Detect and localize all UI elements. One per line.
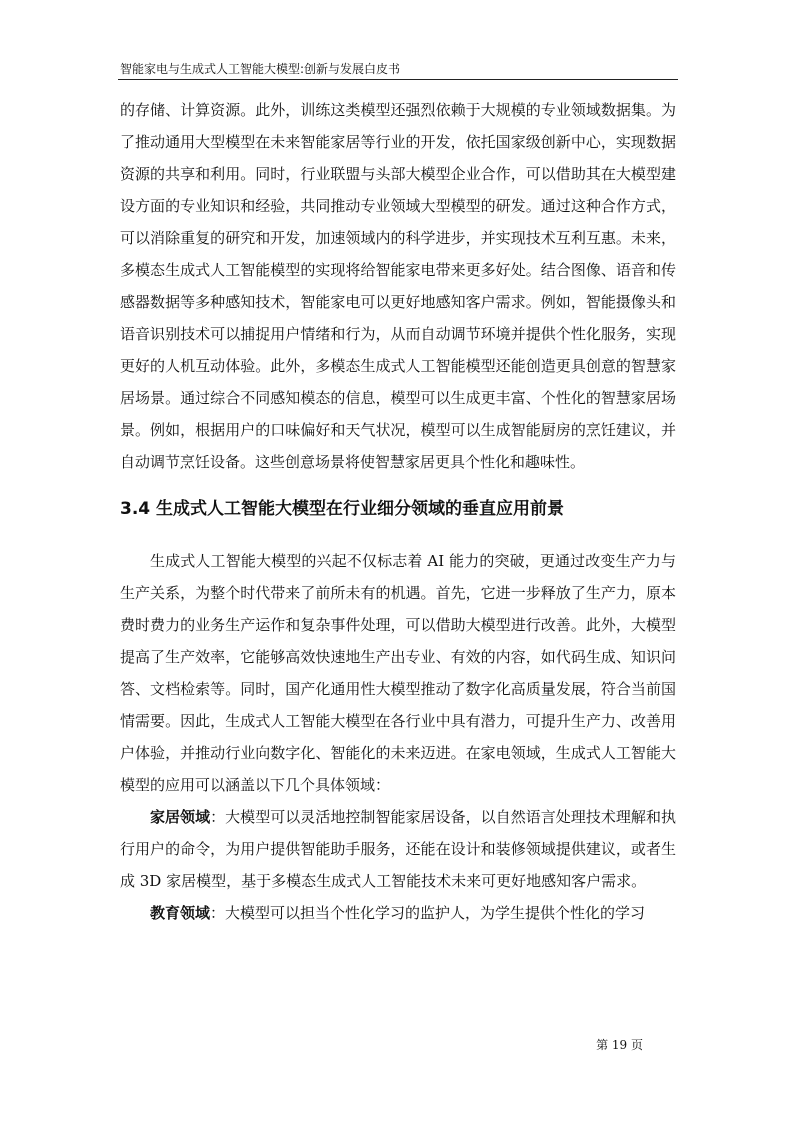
home-domain-text: ：大模型可以灵活地控制智能家居设备，以自然语言处理技术理解和执行用户的命令，为用户提供智能助手服务，还能在设计和装修领域提供建议，或者生成 3D 家居模型，基于多模态生成式人工智能技术未来可更好地感知客户需求。: [120, 808, 676, 890]
body-paragraph-2: 生成式人工智能大模型的兴起不仅标志着 AI 能力的突破，更通过改变生产力与生产关系，为整个时代带来了前所未有的机遇。首先，它进一步释放了生产力，原本费时费力的业务生产运作和复杂事件处理，可以借助大模型进行改善。此外，大模型提高了生产效率，它能够高效快速地生产出专业、有效的内容，如代码生成、知识问答、文档检索等。同时，国产化通用性大模型推动了数字化高质量发展，符合当前国情需要。因此，生成式人工智能大模型在各行业中具有潜力，可提升生产力、改善用户体验，并推动行业向数字化、智能化的未来迈进。在家电领域，生成式人工智能大模型的应用可以涵盖以下几个具体领域：: [120, 552, 676, 794]
term-education-domain: 教育领域: [150, 904, 211, 922]
header-divider: [118, 79, 678, 80]
running-header: 智能家电与生成式人工智能大模型:创新与发展白皮书: [120, 62, 401, 76]
term-home-domain: 家居领域: [150, 808, 211, 826]
body-paragraph-1: 的存储、计算资源。此外，训练这类模型还强烈依赖于大规模的专业领域数据集。为了推动通用大型模型在未来智能家居等行业的开发，依托国家级创新中心，实现数据资源的共享和利用。同时，行业联盟与头部大模型企业合作，可以借助其在大模型建设方面的专业知识和经验，共同推动专业领域大型模型的研发。通过这种合作方式，可以消除重复的研究和开发，加速领域内的科学进步，并实现技术互利互惠。未来，多模态生成式人工智能模型的实现将给智能家电带来更多好处。结合图像、语音和传感器数据等多种感知技术，智能家电可以更好地感知客户需求。例如，智能摄像头和语音识别技术可以捕捉用户情绪和行为，从而自动调节环境并提供个性化服务，实现更好的人机互动体验。此外，多模态生成式人工智能模型还能创造更具创意的智慧家居场景。通过综合不同感知模态的信息，模型可以生成更丰富、个性化的智慧家居场景。例如，根据用户的口味偏好和天气状况，模型可以生成智能厨房的烹饪建议，并自动调节烹饪设备。这些创意场景将使智慧家居更具个性化和趣味性。: [120, 101, 676, 471]
body-paragraph-education: [120, 897, 676, 929]
page-body: [120, 94, 676, 929]
page-number: 第 19 页: [596, 1038, 643, 1052]
education-domain-text: ：大模型可以担当个性化学习的监护人，为学生提供个性化的学习: [210, 904, 646, 922]
section-heading: 3.4 生成式人工智能大模型在行业细分领域的垂直应用前景: [120, 499, 565, 519]
body-paragraph-home: [120, 801, 676, 897]
